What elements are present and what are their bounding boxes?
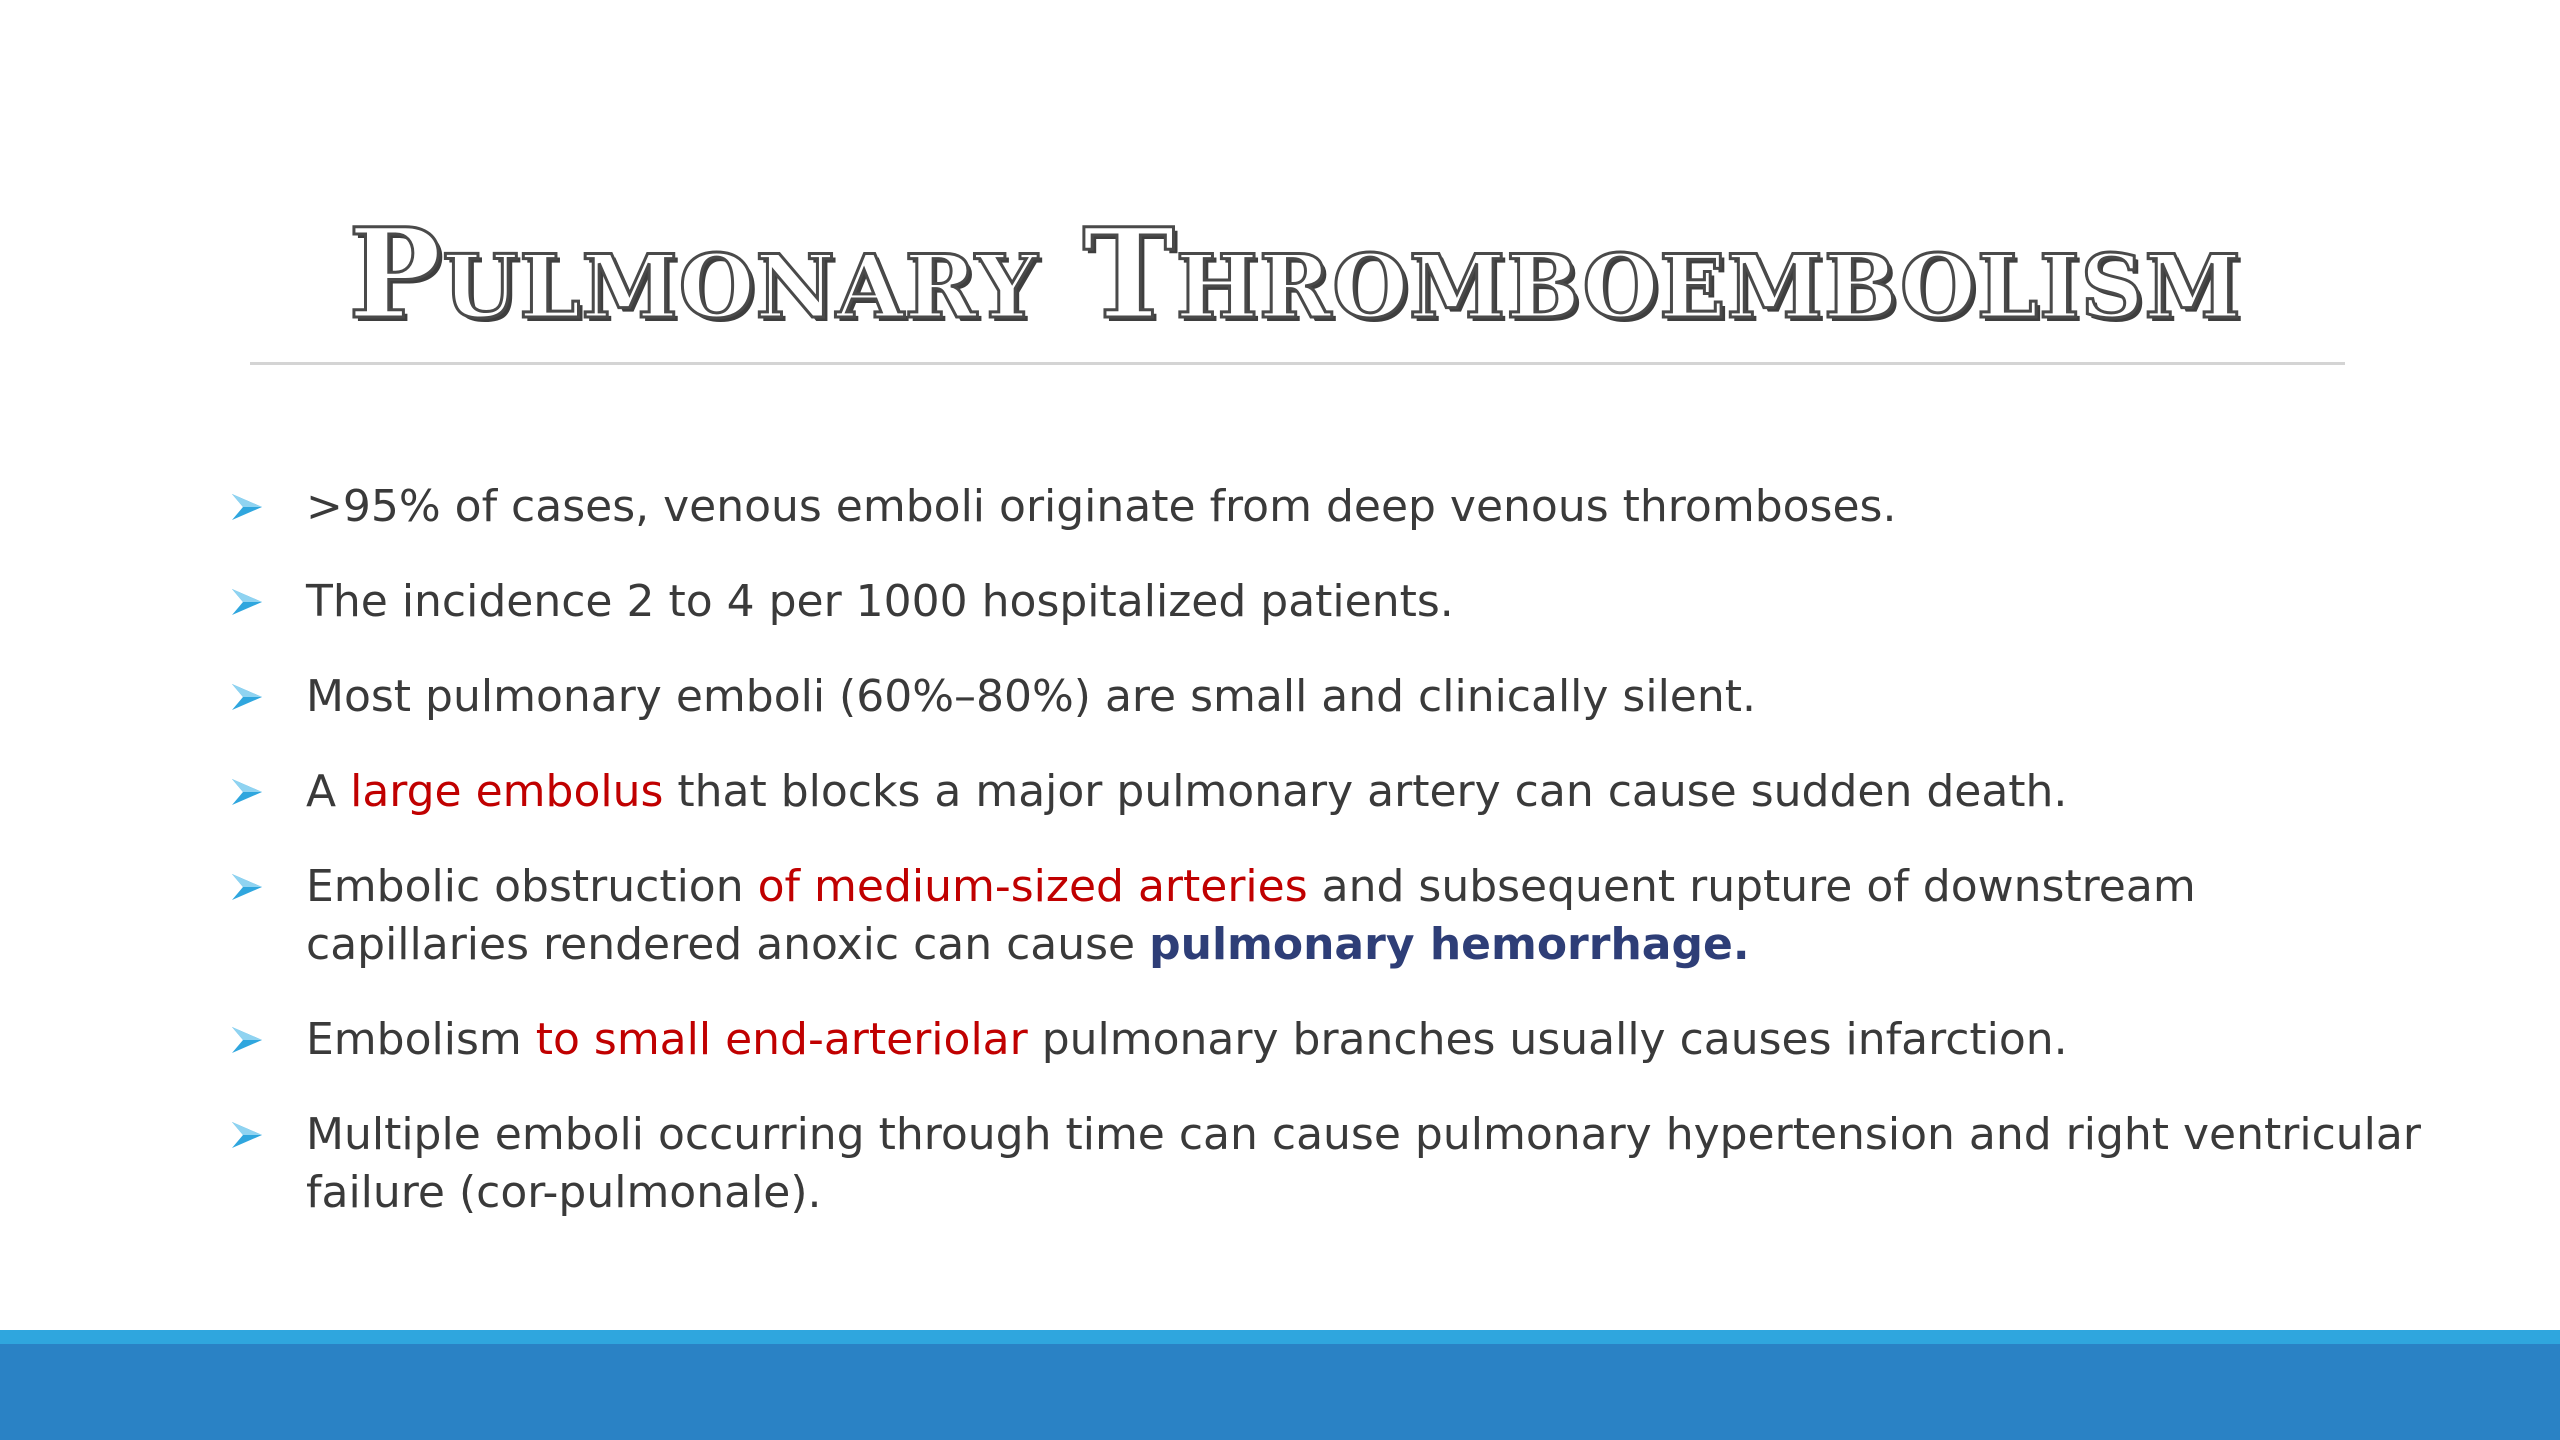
bullet-item [230,668,2430,726]
bullet-item [230,478,2430,536]
arrowhead-bullet-icon [230,1120,264,1150]
arrowhead-bullet-icon [230,1025,264,1055]
bullet-text: pulmonary branches usually causes infarction. [1027,1014,2068,1065]
bullet-text: and subsequent rupture of downstream capillaries rendered anoxic can cause [306,861,2196,970]
highlight-bold-blue: pulmonary hemorrhage. [1149,919,1750,970]
bullet-item [230,1011,2430,1069]
bullet-item [230,858,2430,974]
highlight-red: of medium-sized arteries [757,861,1308,912]
arrowhead-bullet-icon [230,872,264,902]
arrowhead-bullet-icon [230,587,264,617]
bullet-list [230,478,2430,1259]
bullet-item [230,1106,2430,1222]
arrowhead-bullet-icon [230,777,264,807]
bullet-item [230,763,2430,821]
bullet-text: The incidence 2 to 4 per 1000 hospitalized patients. [306,576,1454,627]
highlight-red: large embolus [350,766,664,817]
bullet-text: Embolic obstruction [306,861,758,912]
bullet-item [230,573,2430,631]
arrowhead-bullet-icon [230,682,264,712]
bullet-text: Multiple emboli occurring through time can cause pulmonary hypertension and right ventricular failure (cor-pulmonale). [306,1109,2421,1218]
bullet-text: Embolism [306,1014,536,1065]
bullet-text: A [306,766,351,817]
title-divider [250,362,2345,365]
slide-title: Pulmonary Thromboembolism [348,202,2242,347]
footer-accent-stripe [0,1330,2560,1344]
highlight-red: to small end-arteriolar [535,1014,1028,1065]
bullet-text: Most pulmonary emboli (60%–80%) are small and clinically silent. [306,671,1757,722]
footer-bar [0,1344,2560,1440]
arrowhead-bullet-icon [230,492,264,522]
bullet-text: that blocks a major pulmonary artery can cause sudden death. [663,766,2068,817]
bullet-text: >95% of cases, venous emboli originate from deep venous thromboses. [306,481,1897,532]
